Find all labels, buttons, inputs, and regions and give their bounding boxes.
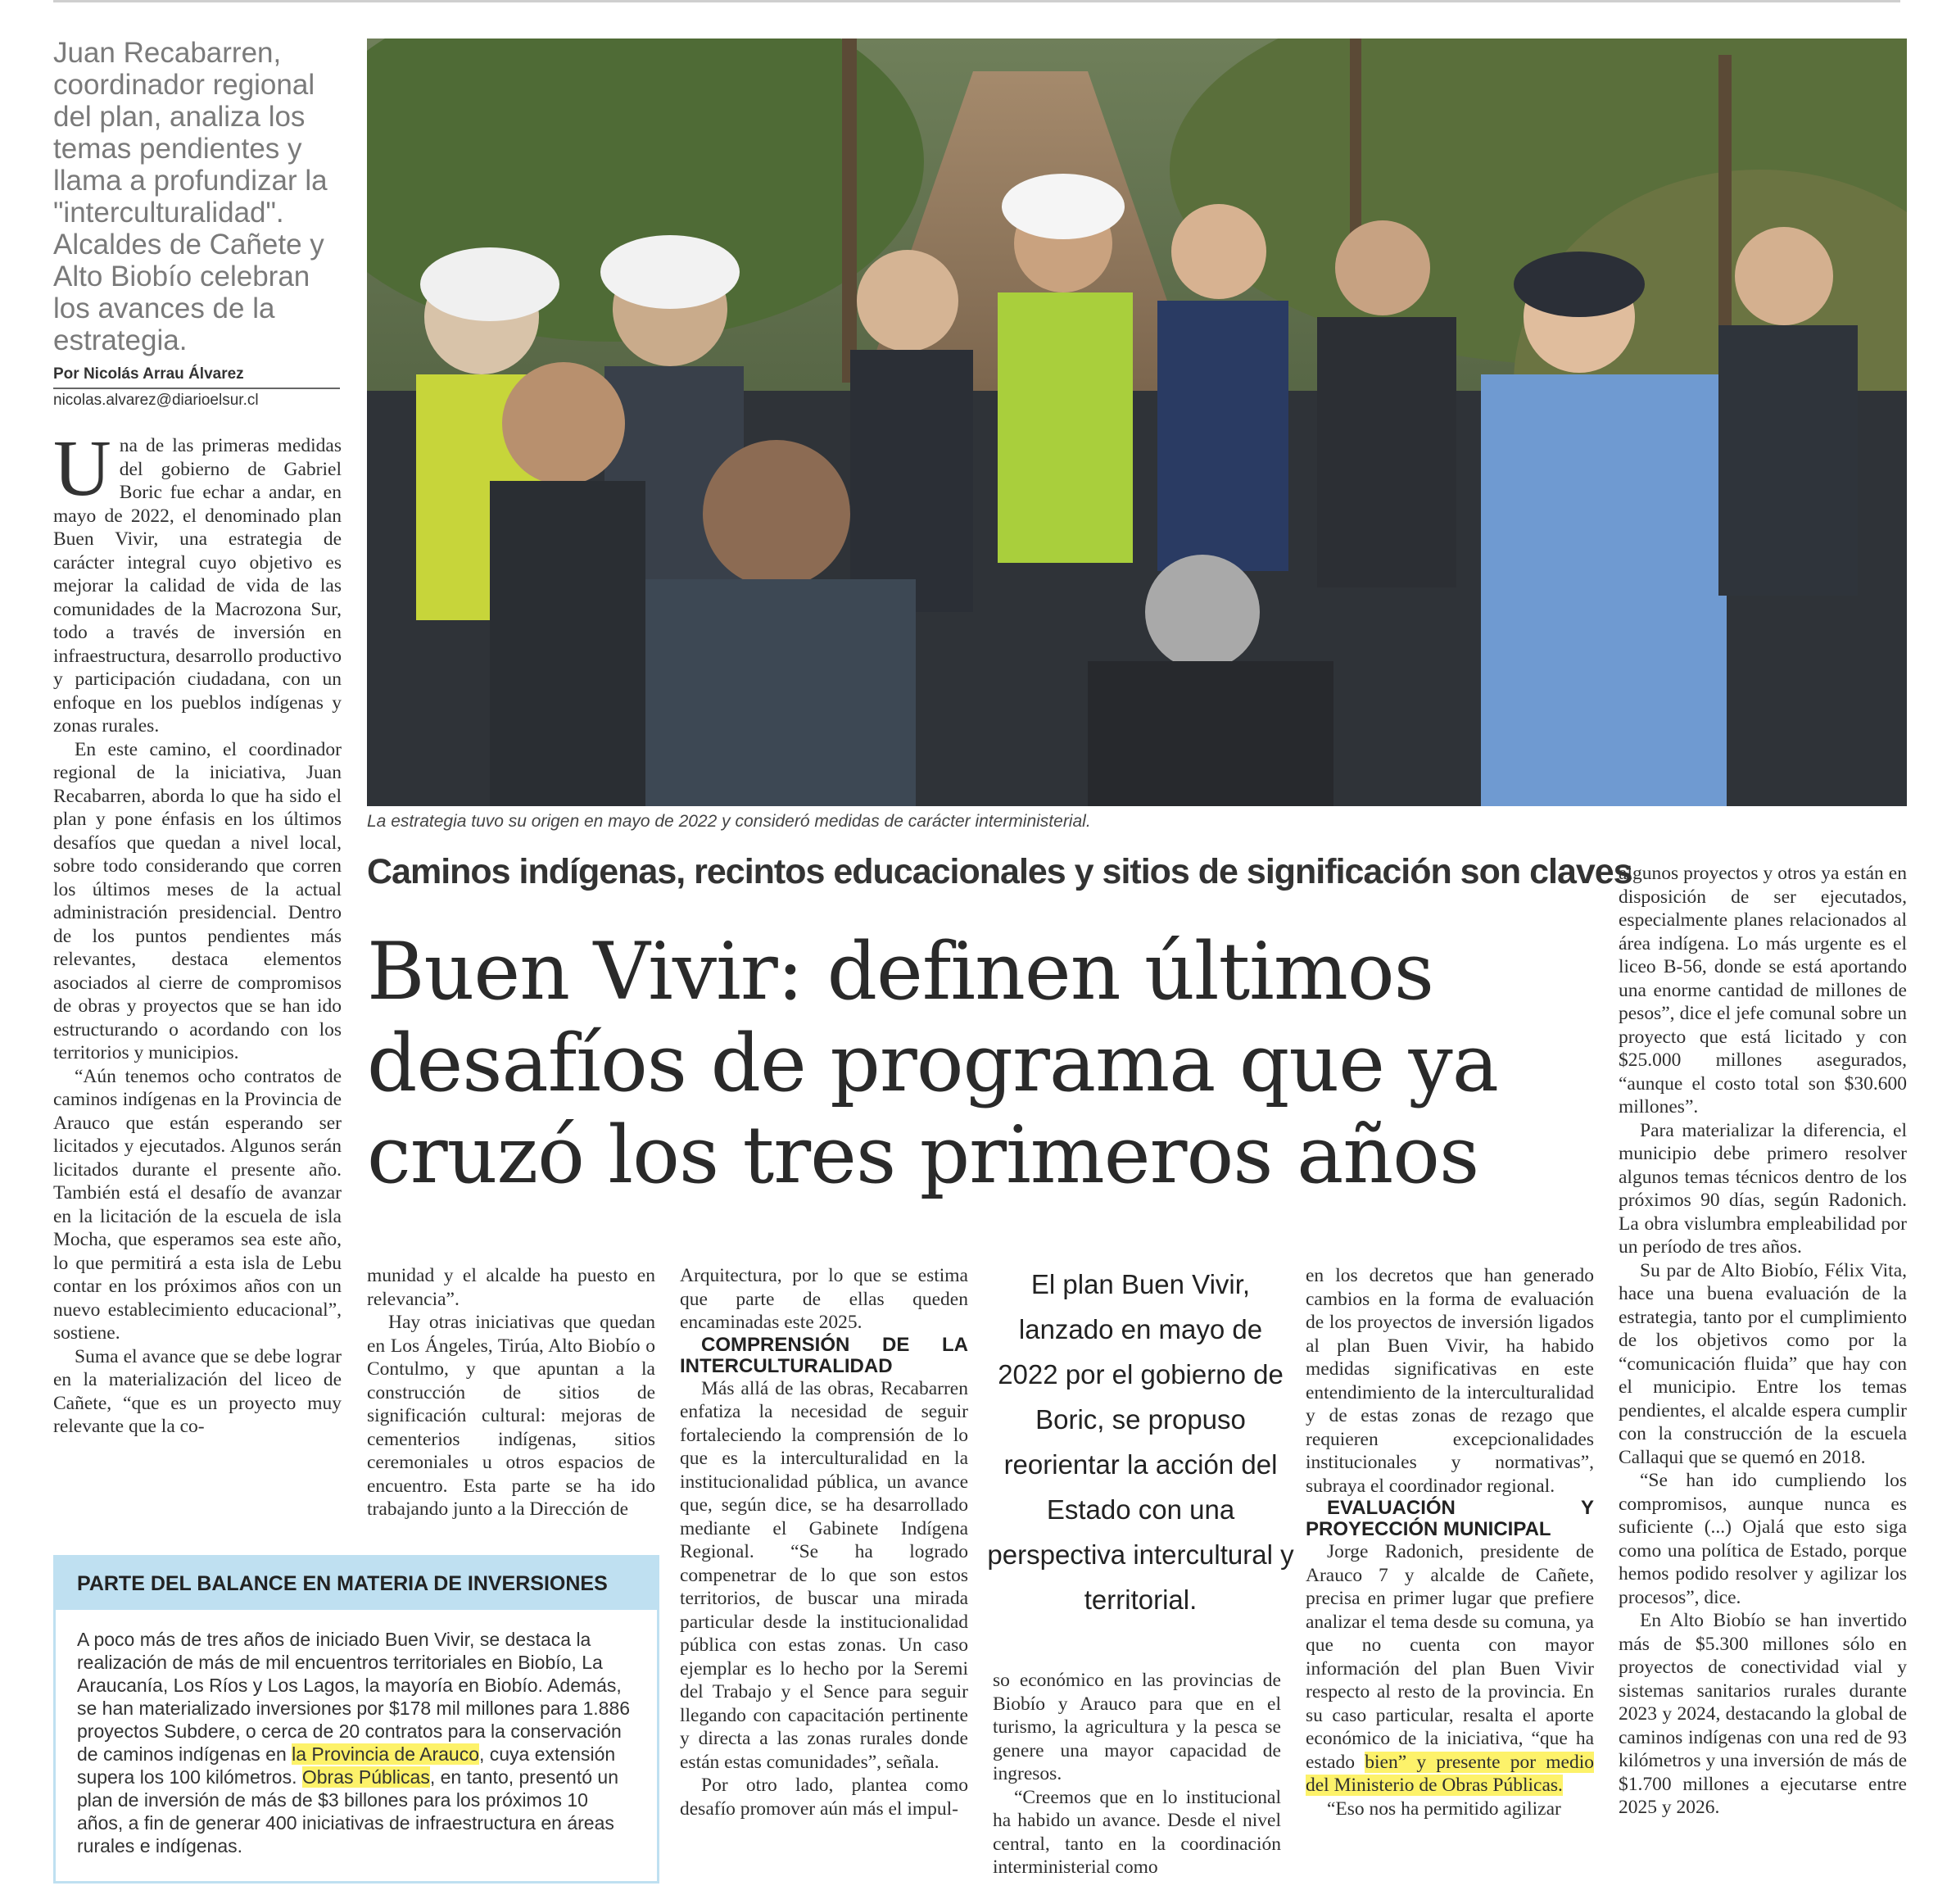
article-photo [367,39,1907,806]
column-5 [1306,1264,1594,1820]
investment-balance-box [53,1555,659,1884]
paragraph: Una de las primeras medidas del gobierno de Gabriel Boric fue echar a andar, en mayo de 2022, el denominado plan Buen Vivir, una estrategia de carácter integral cuyo objetivo es mejorar la calidad de vida de las comunidades de la Macrozona Sur, todo a través de inversión en infraestructura, desarrollo productivo y participación ciudadana, con un enfoque en los pueblos indígenas y zonas rurales. [53,424,342,737]
photo-caption: La estrategia tuvo su origen en mayo de 2022 y consideró medidas de carácter interministerial. [367,812,1091,831]
paragraph: algunos proyectos y otros ya están en disposición de ser ejecutados, especialmente planes relacionados al área indígena. Lo más urgente es el liceo B-56, donde se está aportando una enorme cantidad de millones de pesos”, dice el jefe comunal sobre un proyecto que está licitado y con $25.000 millones asegurados, “aunque el costo total son $30.600 millones”. [1619,863,1907,1117]
paragraph: Más allá de las obras, Recabarren enfatiza la necesidad de seguir fortaleciendo la comprensión de lo que es la interculturalidad en la institucionalidad pública, un avance que, según dice, se ha desarrollado mediante el Gabinete Indígena Regional. “Se ha logrado compenetrar de lo que son estos territorios, de buscar una mirada particular desde la institucionalidad pública con estas zonas. Un caso ejemplar es lo hecho por la Seremi del Trabajo y el Sence para seguir llegando con capacitación pertinente y directa a las zonas rurales donde están estas comunidades”, señala. [680,1377,968,1773]
top-rule [53,0,1900,2]
paragraph: munidad y el alcalde ha puesto en relevancia”. [367,1265,655,1310]
paragraph: Para materializar la diferencia, el municipio debe primero resolver algunos temas técnicos dentro de los próximos 90 días, según Radonich. La obra vislumbra empleabilidad por un período de tres años. [1619,1119,1907,1258]
drop-cap: U [53,424,111,513]
subheading: COMPRENSIÓN DE LA INTERCULTURALIDAD [680,1333,968,1377]
box-title: PARTE DEL BALANCE EN MATERIA DE INVERSIONES [56,1557,657,1610]
column-4 [993,1669,1281,1879]
headline: Buen Vivir: definen últimos desafíos de programa que ya cruzó los tres primeros años [367,926,1498,1201]
paragraph: “Aún tenemos ocho contratos de caminos indígenas en la Provincia de Arauco que están esperando ser licitados y ejecutados. Algunos serán licitados durante el presente año. También está el desafío de avanzar en la licitación de la escuela de isla Mocha, que esperamos sea este año, lo que permitirá a esta isla de Lebu contar en los próximos años con un nuevo establecimiento educacional”, sostiene. [53,1065,342,1344]
paragraph: en los decretos que han generado cambios en la forma de evaluación de los proyectos de inversión ligados al plan Buen Vivir, ha habido medidas significativas en este entendimiento de la interculturalidad y de estas zonas de rezago que requieren excepcionalidades institucionales y normativas”, subraya el coordinador regional. [1306,1265,1594,1497]
paragraph: “Creemos que en lo institucional ha habido un avance. Desde el nivel central, tanto en la coordinación interministerial como [993,1786,1281,1878]
highlight: Obras Públicas [301,1766,430,1788]
column-6 [1619,862,1907,1820]
paragraph: Hay otras iniciativas que quedan en Los Ángeles, Tirúa, Alto Biobío o Contulmo, y que apuntan a la construcción de sitios de significación cultural: mejoras de cementerios indígenas, sitios ceremoniales u otros espacios de encuentro. Esta parte se ha ido trabajando junto a la Dirección de [367,1312,655,1520]
column-2 [367,1264,655,1521]
paragraph: Suma el avance que se debe lograr en la materialización del liceo de Cañete, “que es un proyecto muy relevante que la co- [53,1345,342,1437]
kicker: Caminos indígenas, recintos educacionales y sitios de significación son claves [367,852,1632,891]
column-3 [680,1264,968,1820]
paragraph: “Eso nos ha permitido agilizar [1327,1797,1561,1820]
article-lead: Juan Recabarren, coordinador regional del plan, analiza los temas pendientes y llama a profundizar la "interculturalidad". Alcaldes de Cañete y Alto Biobío celebran los avances de la estrategia. [53,37,328,356]
photo-illustration [367,39,1907,806]
box-body: A poco más de tres años de iniciado Buen Vivir, se destaca la realización de más de mil encuentros territoriales en Biobío, La Araucanía, Los Ríos y Los Lagos, la mayoría en Biobío. Además, se han materializado inversiones por $178 mil millones para 1.886 proyectos Subdere, o cerca de 20 contratos para la conservación de caminos indígenas en la Provincia de Arauco, cuya extensión supera los 100 kilómetros. Obras Públicas, en tanto, presentó un plan de inversión de más de $3 billones para los próximos 10 años, a fin de generar 400 iniciativas de infraestructura en áreas rurales e indígenas. [77,1629,631,1856]
paragraph: so económico en las provincias de Biobío y Arauco para que en el turismo, la agricultura y la pesca se genere una mayor capacidad de ingresos. [993,1670,1281,1784]
column-1 [53,424,342,1439]
paragraph: Por otro lado, plantea como desafío promover aún más el impul- [680,1775,968,1820]
paragraph: Arquitectura, por lo que se estima que parte de ellas queden encaminadas este 2025. [680,1265,968,1333]
paragraph: Jorge Radonich, presidente de Arauco 7 y alcalde de Cañete, precisa en primer lugar que prefiere analizar el tema desde su comuna, ya que no cuenta con mayor información del plan Buen Vivir respecto al resto de la provincia. En su caso particular, resalta el aporte económico de la iniciativa, “que ha estado bien” y presente por medio del Ministerio de Obras Públicas. [1306,1541,1594,1796]
paragraph: Su par de Alto Biobío, Félix Vita, hace una buena evaluación de la estrategia, tanto por el cumplimiento de los objetivos como por la “comunicación fluida” que hay con el municipio. Entre los temas pendientes, el alcalde espera cumplir con la construcción de la escuela Callaqui que se quemó en 2018. [1619,1259,1907,1468]
byline: Por Nicolás Arrau Álvarez [53,365,244,383]
pull-quote: El plan Buen Vivir, lanzado en mayo de 2022 por el gobierno de Boric, se propuso reorientar la acción del Estado con una perspectiva intercultural y territorial. [987,1269,1294,1615]
paragraph: En este camino, el coordinador regional de la iniciativa, Juan Recabarren, aborda lo que ha sido el plan y pone énfasis en los últimos desafíos que quedan a nivel local, sobre todo considerando que corren los últimos meses de la actual administración presidencial. Dentro de los puntos pendientes más relevantes, destaca elementos asociados al cierre de compromisos de obras y proyectos que se han ido estructurando o acordando con los territorios y municipios. [53,738,342,1063]
paragraph: “Se han ido cumpliendo los compromisos, aunque nunca es suficiente (...) Ojalá que esto siga como una política de Estado, porque hemos podido resolver y agilizar los procesos”, dice. [1619,1470,1907,1608]
highlight: bien” y presente por medio del Ministerio de Obras Públicas. [1306,1751,1594,1796]
highlight: la Provincia de Arauco [292,1743,479,1765]
author-email: nicolas.alvarez@diarioelsur.cl [53,388,340,410]
paragraph: En Alto Biobío se han invertido más de $5.300 millones sólo en proyectos de conectividad vial y sistemas sanitarios rurales durante 2023 y 2024, destacando la global de caminos indígenas con una red de 93 kilómetros y una inversión de más de $1.700 millones a ejecutarse entre 2025 y 2026. [1619,1610,1907,1818]
subheading: EVALUACIÓN Y PROYECCIÓN MUNICIPAL [1306,1497,1594,1540]
